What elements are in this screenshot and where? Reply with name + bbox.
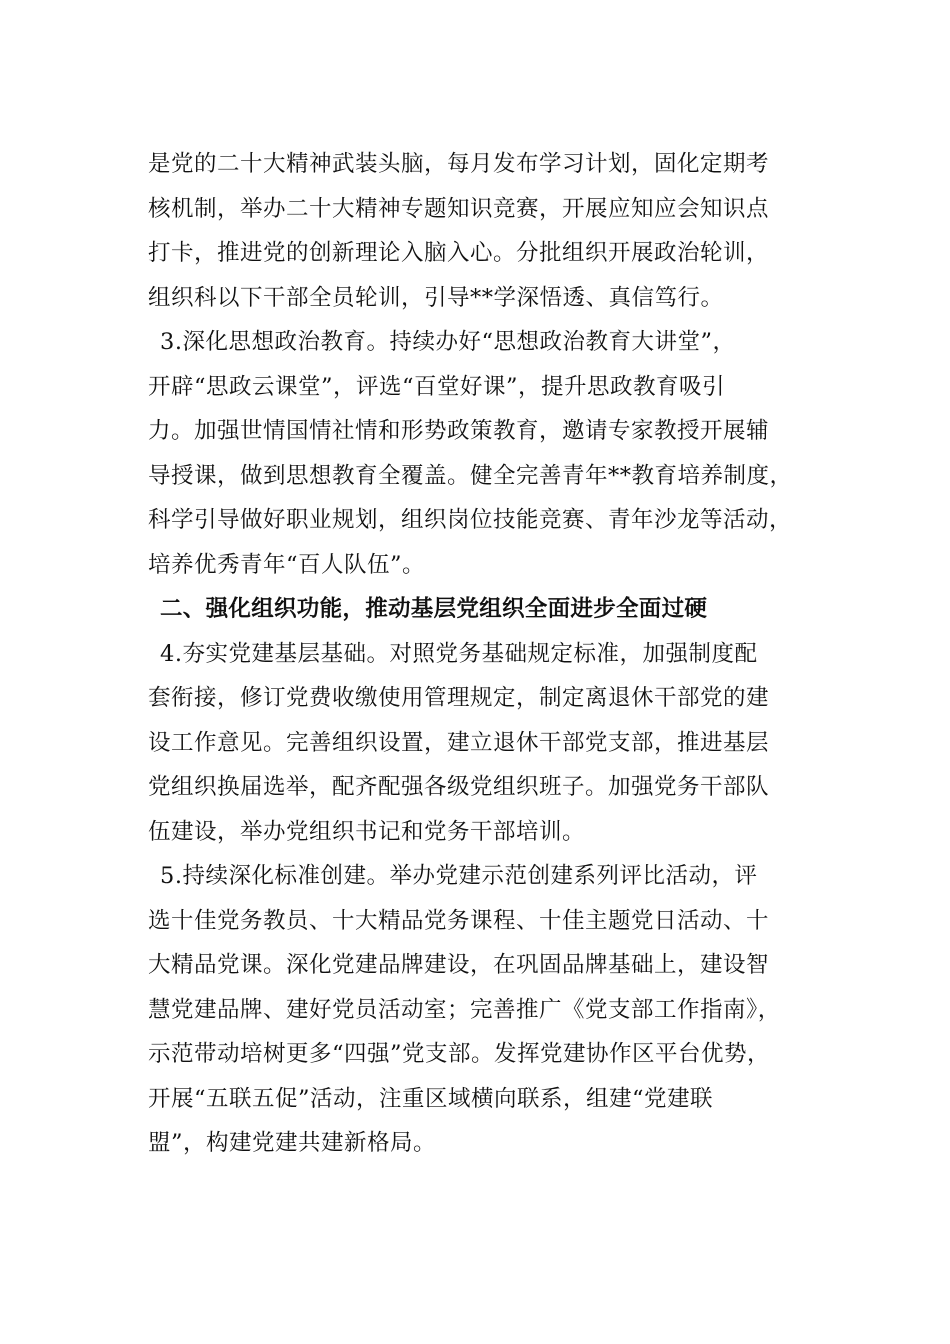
body-text-line: 示范带动培树更多“四强”党支部。发挥党建协作区平台优势， bbox=[148, 1041, 771, 1067]
paragraph-5-start: 5.持续深化标准创建。举办党建示范创建系列评比活动，评 bbox=[160, 863, 758, 889]
body-text-line: 培养优秀青年“百人队伍”。 bbox=[148, 551, 426, 578]
body-text-line: 打卡，推进党的创新理论入脑入心。分批组织开展政治轮训， bbox=[148, 240, 770, 266]
body-text-line: 设工作意见。完善组织设置，建立退休干部党支部，推进基层 bbox=[148, 729, 770, 756]
paragraph-3-start: 3.深化思想政治教育。持续办好“思想政治教育大讲堂”， bbox=[160, 329, 736, 355]
body-text-line: 党组织换届选举，配齐配强各级党组织班子。加强党务干部队 bbox=[148, 774, 770, 800]
body-text-line: 慧党建品牌、建好党员活动室；完善推广《党支部工作指南》， bbox=[148, 996, 781, 1023]
section-heading: 二、强化组织功能，推动基层党组织全面进步全面过硬 bbox=[160, 596, 708, 622]
body-text-line: 伍建设，举办党组织书记和党务干部培训。 bbox=[148, 818, 586, 845]
body-text-line: 开展“五联五促”活动，注重区域横向联系，组建“党建联 bbox=[148, 1085, 714, 1112]
body-text-line: 是党的二十大精神武装头脑，每月发布学习计划，固化定期考 bbox=[148, 151, 770, 177]
body-text-line: 科学引导做好职业规划，组织岗位技能竞赛、青年沙龙等活动， bbox=[148, 507, 793, 533]
document-body bbox=[148, 142, 808, 1166]
body-text-line: 选十佳党务教员、十大精品党务课程、十佳主题党日活动、十 bbox=[148, 907, 770, 934]
body-text-line: 大精品党课。深化党建品牌建设，在巩固品牌基础上，建设智 bbox=[148, 952, 770, 978]
body-text-line: 套衔接，修订党费收缴使用管理规定，制定离退休干部党的建 bbox=[148, 685, 770, 711]
body-text-line: 导授课，做到思想教育全覆盖。健全完善青年**教育培养制度， bbox=[148, 462, 793, 489]
body-text-line: 组织科以下干部全员轮训，引导**学深悟透、真信笃行。 bbox=[148, 284, 724, 311]
body-text-line: 力。加强世情国情社情和形势政策教育，邀请专家教授开展辅 bbox=[148, 418, 770, 444]
body-text-line: 核机制，举办二十大精神专题知识竞赛，开展应知应会知识点 bbox=[148, 195, 770, 222]
paragraph-4-start: 4.夯实党建基层基础。对照党务基础规定标准，加强制度配 bbox=[160, 640, 758, 667]
body-text-line: 开辟“思政云课堂”，评选“百堂好课”，提升思政教育吸引 bbox=[148, 373, 726, 400]
body-text-line: 盟”，构建党建共建新格局。 bbox=[148, 1130, 437, 1156]
